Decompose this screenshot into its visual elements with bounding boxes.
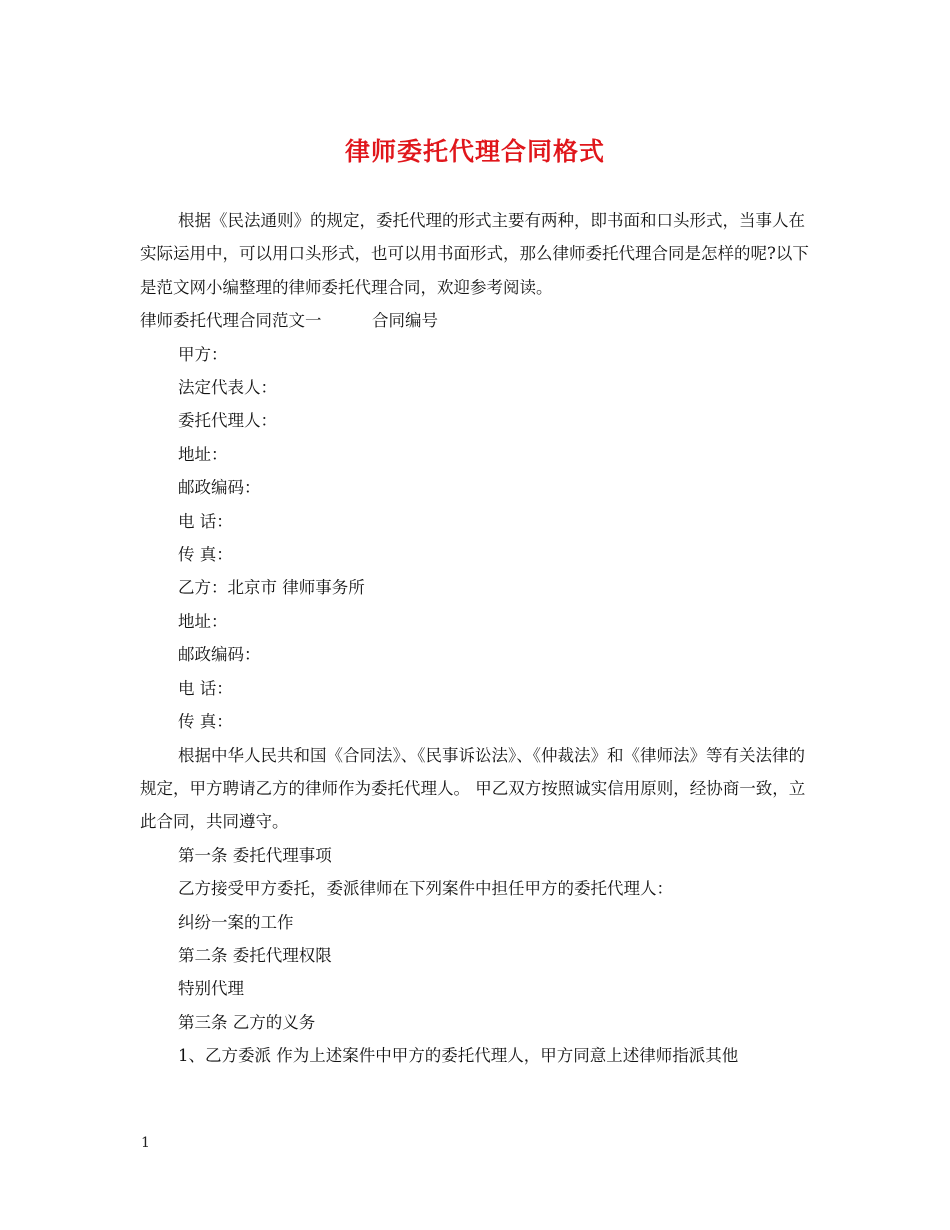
- party-b-line: 邮政编码：: [178, 645, 261, 665]
- document-body: [140, 204, 812, 1073]
- party-b-line: 乙方：北京市 律师事务所: [178, 578, 365, 598]
- legal-basis-paragraph: 根据中华人民共和国《合同法》、《民事诉讼法》、《仲裁法》和《律师法》等有关法律的规定，甲方聘请乙方的律师作为委托代理人。 甲乙双方按照诚实信用原则，经协商一致，立此合同，共同遵守。: [140, 745, 806, 832]
- party-b-line: 地址：: [178, 611, 228, 631]
- party-b-line: 传 真：: [178, 712, 233, 732]
- party-a-line: 邮政编码：: [178, 478, 261, 498]
- article-line: 纠纷一案的工作: [178, 912, 294, 932]
- intro-paragraph: 根据《民法通则》的规定，委托代理的形式主要有两种，即书面和口头形式，当事人在实际运用中，可以用口头形式，也可以用书面形式，那么律师委托代理合同是怎样的呢?以下是范文网小编整理的律师委托代理合同，欢迎参考阅读。: [140, 211, 809, 297]
- article-line: 1、乙方委派 作为上述案件中甲方的委托代理人，甲方同意上述律师指派其他: [178, 1046, 739, 1066]
- party-b-line: 电 话：: [178, 678, 233, 698]
- sample-heading-line: [140, 304, 812, 337]
- page-number: 1: [141, 1135, 150, 1151]
- article-line: 特别代理: [178, 979, 244, 999]
- party-a-line: 甲方：: [178, 344, 228, 364]
- party-a-line: 电 话：: [178, 511, 233, 531]
- article-line: 第一条 委托代理事项: [178, 845, 332, 865]
- party-a-line: 法定代表人：: [178, 378, 277, 398]
- contract-number-label: 合同编号: [372, 311, 438, 331]
- party-a-line: 传 真：: [178, 545, 233, 565]
- article-line: 第三条 乙方的义务: [178, 1012, 316, 1032]
- sample-heading: 律师委托代理合同范文一: [140, 311, 322, 331]
- article-line: 乙方接受甲方委托，委派律师在下列案件中担任甲方的委托代理人：: [178, 879, 673, 899]
- party-a-line: 地址：: [178, 444, 228, 464]
- article-line: 第二条 委托代理权限: [178, 945, 332, 965]
- document-title: 律师委托代理合同格式: [344, 137, 605, 166]
- party-a-line: 委托代理人：: [178, 411, 277, 431]
